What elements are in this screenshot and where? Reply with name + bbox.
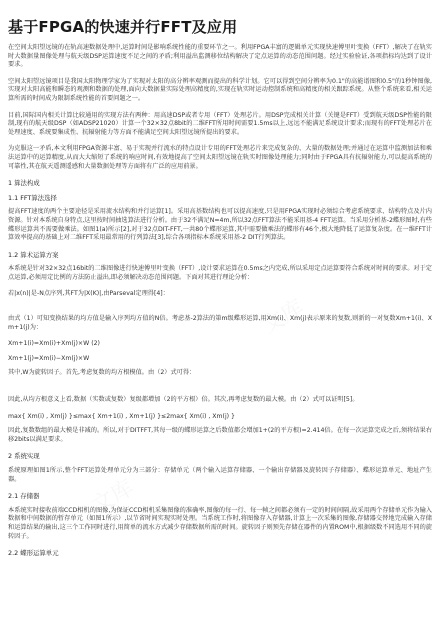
paragraph: 本系统实时接收前端CCD相机的图像,为保证CCD相机采集图像的准确率,图像的每一行、每一帧之间都必须有一定的时间间隔,故采用两个存储单元作为输入数据和中间数据的暂存单元（如图1所示）,以节省时间实现实时处理。当系统工作时,将图像存入存储器,计算上一次采集的图像,存储器交替地完成输入存储和运算结果的输出,这三个工作同时进行,用简单的流水方式减少存储数据所需的时间。旋转因子则预先存储在器件的内置ROM中,根据级数不同选用不同的旋转因子。: [8, 506, 432, 540]
paragraph: 目前,国际国内相关计算比较通用的实现方法有两种：用高速DSP或者专用（FFT）处理芯片。用DSP完成相关计算（关键是FFT）受到航天级DSP性能的限制,现有的航天级DSP（如ADSP21020）计算一个32×32点8bit的二维FFT所用时间需要1.5ms以上,远远不能满足系统设计要求;而现有的FFT处理芯片在处理速度、系统要集成性、抗辐射能力等方面不能满足空间太阳望远镜所提出的要求。: [8, 111, 432, 136]
formula-line: Xm+1(i)=Xm(i)+Xm(j)×W (2): [8, 340, 100, 348]
formula-line: 若|x(n)|是-N点序列,其FT为|X(K)|,由Parseval定理得[4]：: [8, 290, 169, 298]
paragraph: 由式（1）可知变换结果的均方值是输入序列均方值的N倍。考虑基-2算法的第m级蝶形运算,用Xm(i)、Xm(j)表示原来的复数,则新的一对复数Xm+1(i)、Xm+1(j)为：: [8, 315, 432, 331]
section-heading: 1 算法构成: [8, 179, 40, 188]
section-heading: 2 系统实现: [8, 452, 40, 461]
section-heading: 2.1 存储器: [8, 492, 40, 501]
paragraph: 提高FFT速度的两个主要途径是采用流水结构和并行运算[1]。采用高基数结构也可以提高速度,只是用FPGA实现时必须综合考虑系统要求、结构特点及片内资源。针对本系统自身特点,这里按时间抽选算法进行分析。由于32不满足N=4m,所以32点FFT算法不能采用基-4 FFT运算。当采用分析基-2蝶形图时,有些蝶形运算共不需要做乘法。如图1(a)所示[2],对于32点DIT-FFT,一共80个蝶形运算,其中需要做乘法的蝶形有46个,极大地降低了运算复杂度。在一维FFT计算效率提高的基础上对二维FFT采用最常用的行列算法[3],综合各项指标本系统采用基-2 DIT行列算法。: [8, 208, 432, 242]
paragraph: 在空间太阳望远镜的在轨高速数据处理中,运算时间是影响系统性能的重要环节之一。利用FPGA丰富的逻辑单元实现快速傅里叶变换（FFT）,解决了在轨实时大数据量图像处理与航天级DSP运算速度不足之间的矛盾;利用溢出监测移位结构解决了定点运算的动态范围问题。经过实验验证,各项指标均达到了设计要求。: [8, 44, 432, 69]
paragraph: 系统原理如图1所示,整个FFT运算处理单元分为三部分：存储单元（两个输入运算存储器、一个输出存储器及旋转因子存储器）、蝶形运算单元、地址产生器。: [8, 467, 432, 483]
section-heading: 1.1 FFT算法选择: [8, 193, 57, 202]
equation-gap: [8, 305, 432, 315]
paragraph: 为克服这一矛盾,本文利用FPGA资源丰富、易于实现并行流水的特点设计专用的FFT处理芯片来完成复杂的、大量的数据处理;并通过在运算中监测加法和乘法运算中的运算精度,从而大大缩短了系统的响应时间,有效地提高了空间太阳望远镜在轨实时图像处理能力;同时由于FPGA具有抗辐射能力,可以提高系统的可靠性,其在航天遥测遥感和大量数据处理等方面将有广泛的应用前景。: [8, 145, 432, 170]
paragraph: 因此,复数数组的最大模是非减的。所以,对于DITFFT,其每一级的蝶形运算之后数值都会增加1+(2的平方根)=2.414倍。在每一次运算完成之后,须将结果右移2bits以满足要求。: [8, 427, 432, 443]
paragraph: 本系统是针对32×32点16bit的二维图像进行快速傅里叶变换（FFT）,设计要求运算在0.5ms之内完成,所以采用定点运算要符合系统对时间的要求。对于定点运算,必须用定比例的方法防止溢出,即必须解决动态范围问题。下面对其进行理论分析：: [8, 265, 432, 281]
formula-line: Xm+1(j)=Xm(i)−Xm(j)×W: [8, 354, 90, 362]
document-title: 基于FPGA的快速并行FFT及应用: [8, 18, 238, 36]
equation-gap: [8, 386, 432, 396]
section-heading: 1.2 算术运算方案: [8, 250, 59, 259]
formula-line: max{ Xm(i) , Xm(j) }≤max{ Xm+1(i) , Xm+1(j) }≤2max{ Xm(i) , Xm(j) }: [8, 412, 235, 420]
paragraph: 因此,从均方根意义上看,数据（实数或复数）复级都增加（2的平方根）倍。其次,再考虑复数的最大模。由（2）式可以证明[5]。: [8, 396, 359, 404]
document-body: [8, 44, 432, 564]
section-heading: 2.2 蝶形运算单元: [8, 549, 59, 558]
paragraph: 其中,W为旋转因子。首先,考虑复数的均方根模值。由（2）式可得：: [8, 369, 196, 377]
paragraph: 空间太阳望远镜项目是我国太阳物理学家为了实现对太阳的高分辨率观测而提出的科学计划。它可以得到空间分辨率为0.1"的高能谱图和0.5"的1秒钟图像,实现对太阳高能和瞬态的观测和数据的处理,面向大数据量实际处理高精度的,实现在轨实时运动控制系统和高精度的相关跟踪系统。从整个系统来看,相关运算所需的时间成为限制系统性能的首要问题之一。: [8, 77, 432, 102]
